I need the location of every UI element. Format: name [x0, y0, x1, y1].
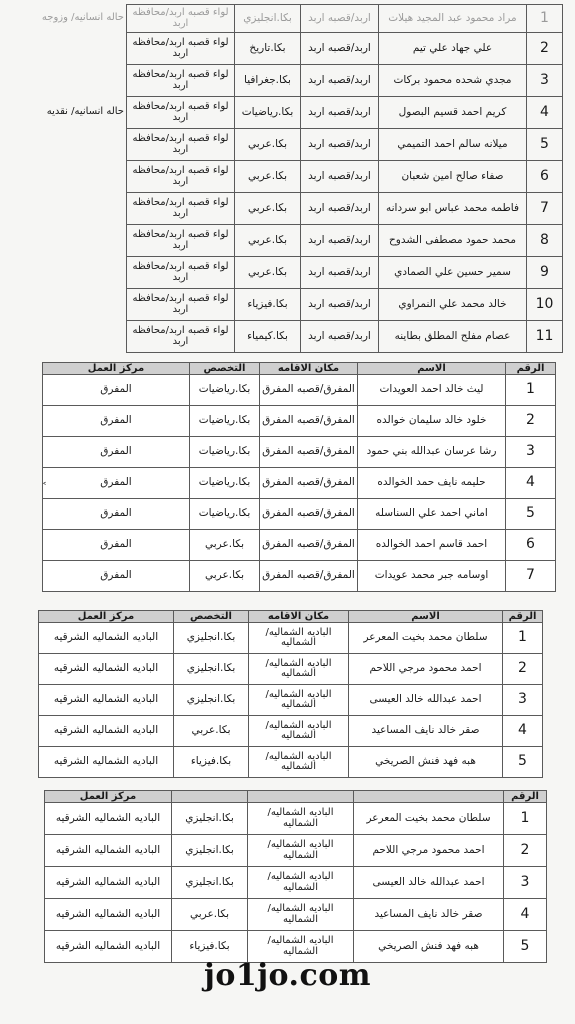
- table-row: [1, 5, 563, 33]
- cell-specialty: بكا.عربي: [235, 225, 301, 257]
- cell-work-center: الباديه الشماليه الشرقيه: [45, 803, 172, 835]
- cell-number: 5: [506, 499, 556, 530]
- column-header-number: الرقم: [503, 611, 543, 623]
- cell-note: حاله انسانيه/ وزوجه: [41, 12, 124, 24]
- cell-name: احمد محمود مرجي اللاحم: [349, 654, 503, 685]
- table-row: [1, 97, 563, 129]
- cell-work-center: المفرق: [43, 406, 190, 437]
- cell-residence: الباديه الشماليه/الشماليه: [249, 654, 349, 685]
- cell-specialty: بكا.رياضيات: [190, 468, 260, 499]
- cell-work-center: لواء قصبه اربد/محافظه اربد: [127, 65, 235, 97]
- cell-number: 6: [527, 161, 563, 193]
- cell-residence: الباديه الشماليه/الشماليه: [249, 747, 349, 778]
- badia-table-2-header: [45, 791, 547, 803]
- cell-work-center: الباديه الشماليه الشرقيه: [45, 899, 172, 931]
- cell-work-center: لواء قصبه اربد/محافظه اربد: [127, 257, 235, 289]
- cell-specialty: بكا.رياضيات: [190, 437, 260, 468]
- cell-number: 3: [506, 437, 556, 468]
- cell-residence: اربد/قصبه اربد: [301, 65, 379, 97]
- cell-number: 3: [527, 65, 563, 97]
- cell-note: [1, 193, 127, 225]
- cell-number: 5: [504, 931, 547, 963]
- cell-number: 10: [527, 289, 563, 321]
- cell-residence: الباديه الشماليه/الشماليه: [248, 835, 354, 867]
- table-row: [43, 406, 556, 437]
- cell-specialty: بكا.انجليزي: [172, 803, 248, 835]
- table-row: [45, 867, 547, 899]
- cell-specialty: بكا.رياضيات: [190, 499, 260, 530]
- cell-work-center: الباديه الشماليه الشرقيه: [39, 623, 174, 654]
- cell-work-center: لواء قصبه اربد/محافظه اربد: [127, 161, 235, 193]
- cell-name: احمد عبدالله خالد العيسى: [354, 867, 504, 899]
- cell-residence: المفرق/قصبه المفرق: [260, 468, 358, 499]
- stray-mark: ˂: [42, 482, 47, 493]
- irbid-table: [0, 4, 563, 353]
- cell-specialty: بكا.عربي: [235, 193, 301, 225]
- cell-name: فاطمه محمد عباس ابو سردانه: [379, 193, 527, 225]
- cell-note: [1, 321, 127, 353]
- cell-work-center: الباديه الشماليه الشرقيه: [45, 835, 172, 867]
- cell-name: هبه فهد فنش الصريخي: [349, 747, 503, 778]
- column-header-work-center: مركز العمل: [39, 611, 174, 623]
- cell-work-center: المفرق: [43, 530, 190, 561]
- cell-specialty: بكا.انجليزي: [172, 835, 248, 867]
- table-row: [1, 129, 563, 161]
- mafraq-table-header: [43, 363, 556, 375]
- cell-name: محمد حمود مصطفى الشدوح: [379, 225, 527, 257]
- cell-residence: اربد/قصبه اربد: [301, 193, 379, 225]
- column-header-work-center: مركز العمل: [43, 363, 190, 375]
- cell-specialty: بكا.عربي: [235, 257, 301, 289]
- cell-number: 7: [506, 561, 556, 592]
- column-header-residence: مكان الاقامه: [260, 363, 358, 375]
- cell-number: 4: [504, 899, 547, 931]
- cell-number: 2: [504, 835, 547, 867]
- cell-name: سمير حسين علي الصمادي: [379, 257, 527, 289]
- table-row: [39, 654, 543, 685]
- table-row: [1, 321, 563, 353]
- table-row: [43, 561, 556, 592]
- cell-number: 4: [527, 97, 563, 129]
- table-row: [1, 257, 563, 289]
- cell-name: رشا عرسان عبدالله بني حمود: [358, 437, 506, 468]
- cell-name: احمد محمود مرجي اللاحم: [354, 835, 504, 867]
- cell-residence: اربد/قصبه اربد: [301, 321, 379, 353]
- cell-name: اماني احمد علي السناسله: [358, 499, 506, 530]
- cell-name: حليمه نايف حمد الخوالده: [358, 468, 506, 499]
- cell-note: [1, 33, 127, 65]
- column-header-specialty: التخصص: [190, 363, 260, 375]
- cell-specialty: بكا.فيزياء: [172, 931, 248, 963]
- cell-name: خالد محمد علي النمراوي: [379, 289, 527, 321]
- cell-residence: الباديه الشماليه/الشماليه: [248, 931, 354, 963]
- table-row: [43, 375, 556, 406]
- cell-name: مراد محمود عبد المجيد هيلات: [379, 5, 527, 33]
- cell-note: [1, 225, 127, 257]
- cell-name: خلود خالد سليمان خوالده: [358, 406, 506, 437]
- cell-residence: الباديه الشماليه/الشماليه: [248, 867, 354, 899]
- cell-work-center: الباديه الشماليه الشرقيه: [39, 654, 174, 685]
- cell-work-center: لواء قصبه اربد/محافظه اربد: [127, 193, 235, 225]
- cell-number: 5: [527, 129, 563, 161]
- cell-specialty: بكا.تاريخ: [235, 33, 301, 65]
- column-header-name: [354, 791, 504, 803]
- cell-specialty: بكا.عربي: [172, 899, 248, 931]
- cell-number: 1: [504, 803, 547, 835]
- table-row: [43, 468, 556, 499]
- cell-residence: المفرق/قصبه المفرق: [260, 406, 358, 437]
- cell-number: 11: [527, 321, 563, 353]
- cell-work-center: الباديه الشماليه الشرقيه: [45, 931, 172, 963]
- cell-specialty: بكا.رياضيات: [190, 375, 260, 406]
- badia-table-2-block: [44, 790, 546, 963]
- cell-number: 1: [503, 623, 543, 654]
- column-header-work-center: مركز العمل: [45, 791, 172, 803]
- cell-number: 7: [527, 193, 563, 225]
- cell-note: حاله انسانيه/ نقديه: [46, 106, 124, 118]
- column-header-residence: [248, 791, 354, 803]
- cell-number: 4: [506, 468, 556, 499]
- cell-work-center: لواء قصبه اربد/محافظه اربد: [127, 289, 235, 321]
- badia-table-block: [38, 610, 542, 778]
- column-header-specialty: [172, 791, 248, 803]
- cell-residence: المفرق/قصبه المفرق: [260, 375, 358, 406]
- cell-work-center: المفرق: [43, 437, 190, 468]
- table-row: [39, 623, 543, 654]
- cell-name: عصام مفلح المطلق بطاينه: [379, 321, 527, 353]
- cell-note: [1, 161, 127, 193]
- cell-work-center: المفرق: [43, 561, 190, 592]
- cell-residence: اربد/قصبه اربد: [301, 129, 379, 161]
- mafraq-table-body: [43, 375, 556, 592]
- cell-name: سلطان محمد بخيت المعرعر: [354, 803, 504, 835]
- column-header-name: الاسم: [349, 611, 503, 623]
- table-row: [39, 747, 543, 778]
- table-row: [1, 161, 563, 193]
- badia-table: [38, 610, 543, 778]
- table-row: [1, 33, 563, 65]
- column-header-specialty: التخصص: [174, 611, 249, 623]
- table-row: [45, 835, 547, 867]
- cell-residence: اربد/قصبه اربد: [301, 33, 379, 65]
- cell-number: 1: [506, 375, 556, 406]
- cell-residence: اربد/قصبه اربد: [301, 97, 379, 129]
- cell-residence: الباديه الشماليه/الشماليه: [248, 899, 354, 931]
- cell-note: [1, 289, 127, 321]
- badia-table-header: [39, 611, 543, 623]
- cell-specialty: بكا.انجليزي: [174, 623, 249, 654]
- cell-name: سلطان محمد بخيت المعرعر: [349, 623, 503, 654]
- cell-name: صقر خالد نايف المساعيد: [354, 899, 504, 931]
- irbid-table-block: [0, 4, 562, 353]
- table-row: [45, 803, 547, 835]
- table-row: [43, 499, 556, 530]
- cell-residence: الباديه الشماليه/الشماليه: [248, 803, 354, 835]
- cell-name: ميلانه سالم احمد التميمي: [379, 129, 527, 161]
- cell-work-center: المفرق: [43, 499, 190, 530]
- header-row: [43, 363, 556, 375]
- cell-number: 2: [527, 33, 563, 65]
- cell-name: كريم احمد قسيم البصول: [379, 97, 527, 129]
- cell-name: صقر خالد نايف المساعيد: [349, 716, 503, 747]
- cell-work-center: الباديه الشماليه الشرقيه: [39, 747, 174, 778]
- cell-name: اوسامه جبر محمد عويدات: [358, 561, 506, 592]
- cell-residence: اربد/قصبه اربد: [301, 257, 379, 289]
- cell-specialty: بكا.عربي: [190, 561, 260, 592]
- cell-residence: الباديه الشماليه/الشماليه: [249, 685, 349, 716]
- cell-specialty: بكا.عربي: [235, 161, 301, 193]
- cell-residence: اربد/قصبه اربد: [301, 161, 379, 193]
- cell-number: 2: [503, 654, 543, 685]
- cell-name: هبه فهد فنش الصريخي: [354, 931, 504, 963]
- cell-specialty: بكا.انجليزي: [174, 654, 249, 685]
- cell-specialty: بكا.جغرافيا: [235, 65, 301, 97]
- table-row: [1, 193, 563, 225]
- table-row: [39, 716, 543, 747]
- cell-number: 3: [503, 685, 543, 716]
- cell-residence: اربد/قصبه اربد: [301, 289, 379, 321]
- cell-work-center: لواء قصبه اربد/محافظه اربد: [127, 129, 235, 161]
- cell-name: صفاء صالح امين شعبان: [379, 161, 527, 193]
- cell-work-center: لواء قصبه اربد/محافظه اربد: [127, 321, 235, 353]
- table-row: [1, 225, 563, 257]
- cell-residence: المفرق/قصبه المفرق: [260, 561, 358, 592]
- cell-specialty: بكا.فيزياء: [174, 747, 249, 778]
- cell-specialty: بكا.انجليزي: [235, 5, 301, 33]
- cell-specialty: بكا.رياضيات: [235, 97, 301, 129]
- badia-table-2: [44, 790, 547, 963]
- cell-residence: اربد/قصبه اربد: [301, 5, 379, 33]
- mafraq-table-block: [42, 362, 555, 592]
- cell-residence: المفرق/قصبه المفرق: [260, 437, 358, 468]
- site-watermark[interactable]: jo1jo.com: [203, 958, 372, 993]
- cell-name: احمد عبدالله خالد العيسى: [349, 685, 503, 716]
- cell-number: 2: [506, 406, 556, 437]
- cell-work-center: الباديه الشماليه الشرقيه: [45, 867, 172, 899]
- cell-work-center: المفرق: [43, 375, 190, 406]
- cell-work-center: الباديه الشماليه الشرقيه: [39, 685, 174, 716]
- cell-specialty: بكا.فيزياء: [235, 289, 301, 321]
- cell-work-center: لواء قصبه اربد/محافظه اربد: [127, 33, 235, 65]
- header-row: [45, 791, 547, 803]
- cell-residence: الباديه الشماليه/الشماليه: [249, 623, 349, 654]
- cell-specialty: بكا.كيمياء: [235, 321, 301, 353]
- cell-note: [1, 65, 127, 97]
- cell-number: 3: [504, 867, 547, 899]
- badia-table-2-body: [45, 803, 547, 963]
- cell-name: علي جهاد علي تيم: [379, 33, 527, 65]
- header-row: [39, 611, 543, 623]
- cell-work-center: المفرق: [43, 468, 190, 499]
- cell-residence: المفرق/قصبه المفرق: [260, 530, 358, 561]
- irbid-table-body: [1, 5, 563, 353]
- cell-note: [1, 257, 127, 289]
- table-row: [43, 530, 556, 561]
- cell-work-center: الباديه الشماليه الشرقيه: [39, 716, 174, 747]
- cell-work-center: لواء قصبه اربد/محافظه اربد: [127, 225, 235, 257]
- column-header-number: الرقم: [504, 791, 547, 803]
- cell-specialty: بكا.عربي: [235, 129, 301, 161]
- cell-number: 4: [503, 716, 543, 747]
- cell-residence: اربد/قصبه اربد: [301, 225, 379, 257]
- cell-number: 9: [527, 257, 563, 289]
- table-row: [1, 65, 563, 97]
- column-header-number: الرقم: [506, 363, 556, 375]
- cell-work-center: لواء قصبه اربد/محافظه اربد: [127, 97, 235, 129]
- cell-residence: الباديه الشماليه/الشماليه: [249, 716, 349, 747]
- cell-specialty: بكا.انجليزي: [172, 867, 248, 899]
- cell-name: مجدي شحده محمود بركات: [379, 65, 527, 97]
- cell-number: 8: [527, 225, 563, 257]
- column-header-name: الاسم: [358, 363, 506, 375]
- cell-specialty: بكا.عربي: [190, 530, 260, 561]
- cell-number: 6: [506, 530, 556, 561]
- cell-work-center: لواء قصبه اربد/محافظه اربد: [127, 5, 235, 33]
- column-header-residence: مكان الاقامه: [249, 611, 349, 623]
- cell-specialty: بكا.عربي: [174, 716, 249, 747]
- cell-note: [1, 129, 127, 161]
- table-row: [43, 437, 556, 468]
- cell-number: 1: [527, 5, 563, 33]
- mafraq-table: [42, 362, 556, 592]
- cell-number: 5: [503, 747, 543, 778]
- table-row: [39, 685, 543, 716]
- table-row: [1, 289, 563, 321]
- cell-residence: المفرق/قصبه المفرق: [260, 499, 358, 530]
- table-row: [45, 899, 547, 931]
- cell-name: احمد قاسم احمد الخوالده: [358, 530, 506, 561]
- badia-table-body: [39, 623, 543, 778]
- cell-name: ليث خالد احمد العويدات: [358, 375, 506, 406]
- cell-specialty: بكا.انجليزي: [174, 685, 249, 716]
- cell-specialty: بكا.رياضيات: [190, 406, 260, 437]
